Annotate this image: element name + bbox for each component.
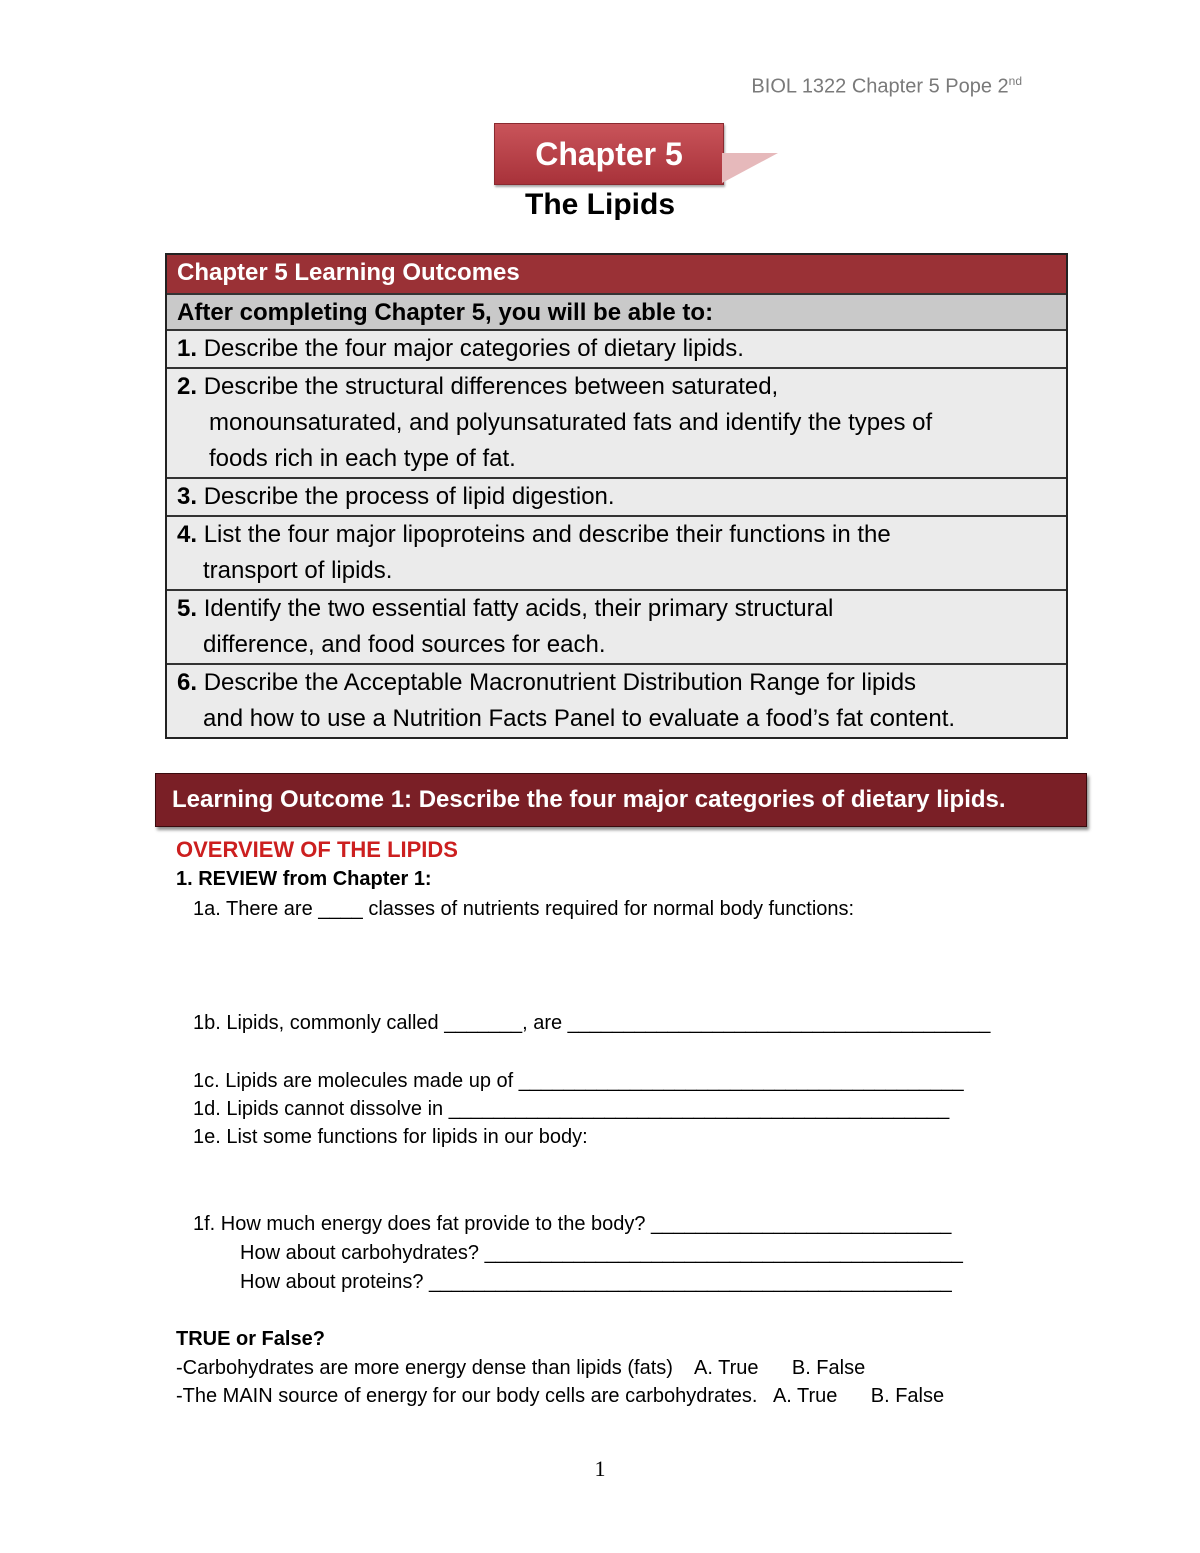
outcome-line: [177, 665, 1066, 701]
outcome-text: Describe the process of lipid digestion.: [203, 483, 615, 510]
question-1f-proteins: How about proteins? _______________________________________________: [240, 1271, 952, 1293]
outcome-row-5: [167, 589, 1066, 663]
outcome-text: difference, and food sources for each.: [203, 631, 606, 658]
outcome-number: 4.: [177, 521, 198, 548]
outcome-text: transport of lipids.: [203, 557, 393, 584]
course-header: [751, 74, 1022, 99]
outcome-text: List the four major lipoproteins and describe their functions in the: [203, 521, 891, 548]
question-1d: 1d. Lipids cannot dissolve in _____________________________________________: [193, 1098, 950, 1120]
outcome-row-4: [167, 515, 1066, 589]
outcome-text: monounsaturated, and polyunsaturated fats and identify the types of: [209, 409, 933, 436]
table-heading: Chapter 5 Learning Outcomes: [167, 255, 1066, 293]
outcome-row-2: [167, 367, 1066, 477]
outcome-line: [177, 517, 1066, 553]
outcome-line: [177, 479, 1066, 515]
question-1f: 1f. How much energy does fat provide to the body? ___________________________: [193, 1213, 952, 1235]
true-false-statement-1: -Carbohydrates are more energy dense than lipids (fats) A. True B. False: [176, 1357, 866, 1379]
review-heading: 1. REVIEW from Chapter 1:: [176, 868, 432, 890]
outcome-number: 3.: [177, 483, 198, 510]
chapter-badge: Chapter 5: [494, 123, 724, 185]
question-1a: 1a. There are ____ classes of nutrients required for normal body functions:: [193, 898, 855, 920]
outcome-line: [177, 331, 1066, 367]
outcome-text: Describe the Acceptable Macronutrient Distribution Range for lipids: [203, 669, 917, 696]
question-1c: 1c. Lipids are molecules made up of ________________________________________: [193, 1070, 964, 1092]
page-number: 1: [594, 1456, 606, 1481]
badge-wedge-decoration: [722, 153, 778, 183]
section-heading: OVERVIEW OF THE LIPIDS: [176, 837, 458, 862]
learning-outcomes-table: [165, 253, 1068, 739]
outcome-number: 6.: [177, 669, 198, 696]
question-1b: 1b. Lipids, commonly called _______, are ______________________________________: [193, 1012, 991, 1034]
edition-superscript: nd: [1008, 74, 1022, 88]
outcome-line: [177, 369, 1066, 405]
outcome-text: and how to use a Nutrition Facts Panel to evaluate a food’s fat content.: [203, 705, 956, 732]
learning-outcome-1-bar: Learning Outcome 1: Describe the four major categories of dietary lipids.: [155, 773, 1087, 827]
outcome-text: foods rich in each type of fat.: [209, 445, 516, 472]
outcome-number: 2.: [177, 373, 198, 400]
true-false-heading: TRUE or False?: [176, 1328, 325, 1350]
outcome-row-3: [167, 477, 1066, 515]
course-header-text: BIOL 1322 Chapter 5 Pope 2: [751, 75, 1009, 98]
outcome-text: Identify the two essential fatty acids, their primary structural: [203, 595, 834, 622]
outcome-line: [177, 591, 1066, 627]
document-title: The Lipids: [525, 188, 675, 221]
outcome-row-1: [167, 329, 1066, 367]
question-1e: 1e. List some functions for lipids in our body:: [193, 1126, 588, 1148]
outcome-number: 5.: [177, 595, 198, 622]
outcome-text: Describe the four major categories of dietary lipids.: [203, 335, 744, 362]
table-intro: After completing Chapter 5, you will be able to:: [167, 293, 1066, 329]
outcome-text: Describe the structural differences between saturated,: [203, 373, 779, 400]
outcome-number: 1.: [177, 335, 198, 362]
outcome-row-6: [167, 663, 1066, 737]
true-false-statement-2: -The MAIN source of energy for our body cells are carbohydrates. A. True B. False: [176, 1385, 945, 1407]
question-1f-carbohydrates: How about carbohydrates? ___________________________________________: [240, 1242, 963, 1264]
